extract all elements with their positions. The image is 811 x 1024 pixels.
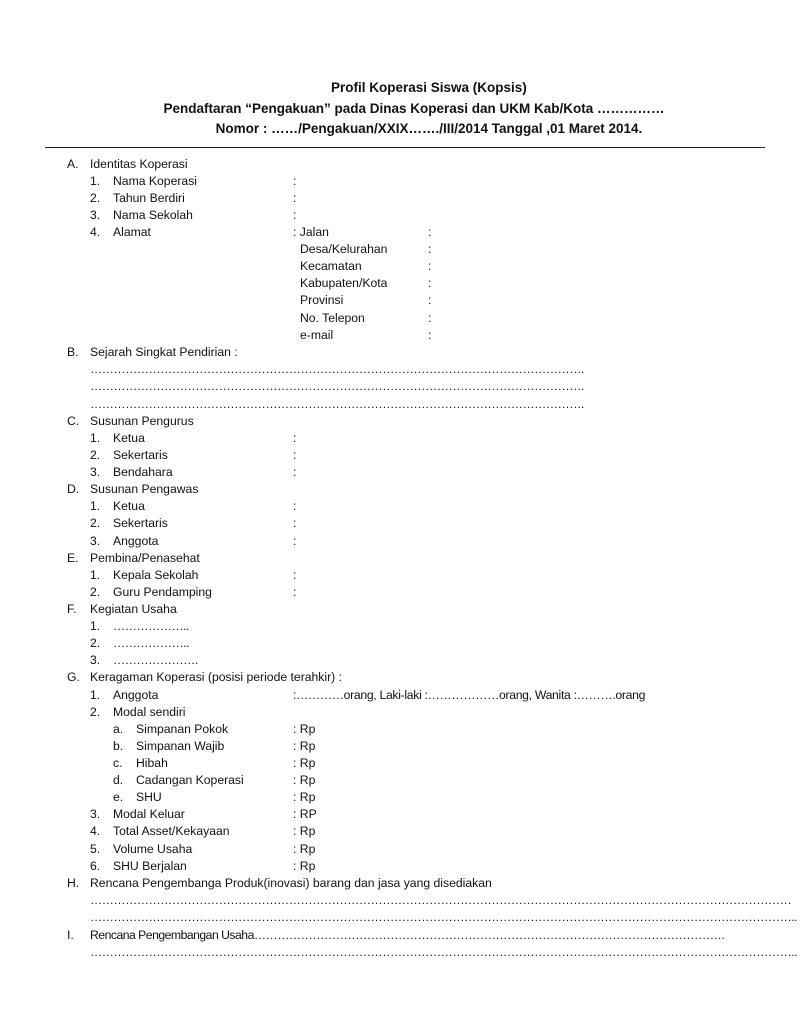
- a-item-2-num: 2.: [90, 191, 101, 205]
- g-item-6-num: 6.: [90, 859, 101, 873]
- document-title: Profil Koperasi Siswa (Kopsis): [331, 80, 527, 95]
- b-dotted-line-3: ……………………………………………………………………………………………………………….: [90, 397, 584, 411]
- address-desa-colon: :: [428, 242, 432, 256]
- d-item-3-colon: :: [293, 534, 297, 548]
- e-item-1-label: Kepala Sekolah: [113, 568, 199, 582]
- g-modal-e-label: SHU: [136, 790, 162, 804]
- subtitle-text: Pendaftaran “Pengakuan” pada Dinas Koperasi dan UKM Kab/Kota ……………: [163, 101, 665, 116]
- section-b-letter: B.: [67, 345, 79, 359]
- g-modal-num: 2.: [90, 705, 101, 719]
- a-item-2-colon: :: [293, 191, 297, 205]
- section-f-title: Kegiatan Usaha: [90, 602, 177, 616]
- section-i-letter: I.: [67, 928, 74, 942]
- g-item-5-label: Volume Usaha: [113, 842, 193, 856]
- g-modal-label: Modal sendiri: [113, 705, 186, 719]
- a-item-4-jalan: : Jalan: [293, 225, 329, 239]
- c-item-3-colon: :: [293, 465, 297, 479]
- e-item-1-num: 1.: [90, 568, 101, 582]
- e-item-2-colon: :: [293, 585, 297, 599]
- a-item-1-label: Nama Koperasi: [113, 174, 197, 188]
- address-desa-label: Desa/Kelurahan: [300, 242, 388, 256]
- g-modal-e-num: e.: [113, 790, 124, 804]
- section-e-title: Pembina/Penasehat: [90, 551, 200, 565]
- g-modal-b-value: : Rp: [293, 739, 316, 753]
- section-h-letter: H.: [67, 876, 80, 890]
- section-g-letter: G.: [67, 670, 80, 684]
- section-c-letter: C.: [67, 414, 80, 428]
- a-item-3-num: 3.: [90, 208, 101, 222]
- section-b-title: Sejarah Singkat Pendirian :: [90, 345, 238, 359]
- section-d-title: Susunan Pengawas: [90, 482, 199, 496]
- f-item-2-num: 2.: [90, 636, 101, 650]
- address-email-label: e-mail: [300, 328, 334, 342]
- f-item-3-num: 3.: [90, 653, 101, 667]
- address-telepon-label: No. Telepon: [300, 311, 365, 325]
- g-modal-b-label: Simpanan Wajib: [136, 739, 225, 753]
- section-g-title: Keragaman Koperasi (posisi periode terahkir) :: [90, 670, 342, 684]
- h-dotted-line-1: ………………………………………………………………………………………………………………………………………………………………: [90, 893, 792, 907]
- d-item-1-label: Ketua: [113, 499, 145, 513]
- f-item-3-dots: ………………….: [113, 653, 198, 667]
- document-subtitle: [0, 101, 768, 116]
- c-item-3-label: Bendahara: [113, 465, 173, 479]
- c-item-2-num: 2.: [90, 448, 101, 462]
- section-a-letter: A.: [67, 157, 79, 171]
- g-item-6-value: : Rp: [293, 859, 316, 873]
- g-modal-a-label: Simpanan Pokok: [136, 722, 229, 736]
- h-dotted-line-2: ………………………………………………………………………………………………………………………………………………………………..: [90, 910, 798, 924]
- g-item-3-value: : RP: [293, 807, 317, 821]
- c-item-2-label: Sekertaris: [113, 448, 168, 462]
- number-line-text: Nomor : ……/Pengakuan/XXIX……./III/2014 Tanggal ,01 Maret 2014.: [215, 121, 643, 136]
- g-item-3-num: 3.: [90, 807, 101, 821]
- address-kecamatan-label: Kecamatan: [300, 259, 362, 273]
- e-item-2-num: 2.: [90, 585, 101, 599]
- d-item-3-num: 3.: [90, 534, 101, 548]
- c-item-1-num: 1.: [90, 431, 101, 445]
- b-dotted-line-2: ……………………………………………………………………………………………………………….: [90, 379, 584, 393]
- f-item-1-num: 1.: [90, 619, 101, 633]
- i-dotted-line-1: ………………………………………………………………………………………………………………………………………………………………..: [90, 945, 798, 959]
- g-item-5-num: 5.: [90, 842, 101, 856]
- section-h-title: Rencana Pengembanga Produk(inovasi) barang dan jasa yang disediakan: [90, 876, 492, 890]
- g-item-4-num: 4.: [90, 824, 101, 838]
- address-telepon-colon: :: [428, 311, 432, 325]
- g-modal-c-num: c.: [113, 756, 123, 770]
- g-item-5-value: : Rp: [293, 842, 316, 856]
- g-modal-c-label: Hibah: [136, 756, 168, 770]
- b-dotted-line-1: ……………………………………………………………………………………………………………….: [90, 362, 584, 376]
- e-item-1-colon: :: [293, 568, 297, 582]
- g-modal-a-value: : Rp: [293, 722, 316, 736]
- d-item-3-label: Anggota: [113, 534, 159, 548]
- a-item-4-label: Alamat: [113, 225, 151, 239]
- document-number-line: [0, 121, 768, 136]
- a-item-3-label: Nama Sekolah: [113, 208, 193, 222]
- address-email-colon: :: [428, 328, 432, 342]
- address-kabupaten-colon: :: [428, 276, 432, 290]
- g-item-4-label: Total Asset/Kekayaan: [113, 824, 230, 838]
- address-provinsi-colon: :: [428, 293, 432, 307]
- d-item-2-colon: :: [293, 516, 297, 530]
- section-a-title: Identitas Koperasi: [90, 157, 188, 171]
- section-c-title: Susunan Pengurus: [90, 414, 194, 428]
- g-item-3-label: Modal Keluar: [113, 807, 185, 821]
- d-item-2-num: 2.: [90, 516, 101, 530]
- g-anggota-value: :…………orang, Laki-laki :………………orang, Wanita :……….orang: [293, 688, 646, 702]
- g-modal-d-num: d.: [113, 773, 124, 787]
- c-item-3-num: 3.: [90, 465, 101, 479]
- e-item-2-label: Guru Pendamping: [113, 585, 212, 599]
- address-provinsi-label: Provinsi: [300, 293, 344, 307]
- jalan-colon: :: [428, 225, 432, 239]
- g-item-6-label: SHU Berjalan: [113, 859, 187, 873]
- c-item-2-colon: :: [293, 448, 297, 462]
- section-e-letter: E.: [67, 551, 79, 565]
- g-modal-b-num: b.: [113, 739, 124, 753]
- a-item-3-colon: :: [293, 208, 297, 222]
- section-d-letter: D.: [67, 482, 80, 496]
- c-item-1-colon: :: [293, 431, 297, 445]
- g-modal-e-value: : Rp: [293, 790, 316, 804]
- g-modal-d-value: : Rp: [293, 773, 316, 787]
- d-item-1-colon: :: [293, 499, 297, 513]
- g-item-4-value: : Rp: [293, 824, 316, 838]
- section-f-letter: F.: [67, 602, 77, 616]
- address-kabupaten-label: Kabupaten/Kota: [300, 276, 388, 290]
- d-item-2-label: Sekertaris: [113, 516, 168, 530]
- g-anggota-label: Anggota: [113, 688, 159, 702]
- section-i-title: Rencana Pengembangan Usaha………………………………………………………………………………………………………….: [90, 928, 725, 942]
- a-item-4-num: 4.: [90, 225, 101, 239]
- f-item-1-dots: ………………..: [113, 619, 189, 633]
- g-modal-c-value: : Rp: [293, 756, 316, 770]
- address-kecamatan-colon: :: [428, 259, 432, 273]
- header-divider: [45, 147, 765, 148]
- g-anggota-num: 1.: [90, 688, 101, 702]
- g-modal-d-label: Cadangan Koperasi: [136, 773, 244, 787]
- a-item-1-num: 1.: [90, 174, 101, 188]
- a-item-2-label: Tahun Berdiri: [113, 191, 185, 205]
- g-modal-a-num: a.: [113, 722, 124, 736]
- d-item-1-num: 1.: [90, 499, 101, 513]
- f-item-2-dots: ………………..: [113, 636, 189, 650]
- a-item-1-colon: :: [293, 174, 297, 188]
- c-item-1-label: Ketua: [113, 431, 145, 445]
